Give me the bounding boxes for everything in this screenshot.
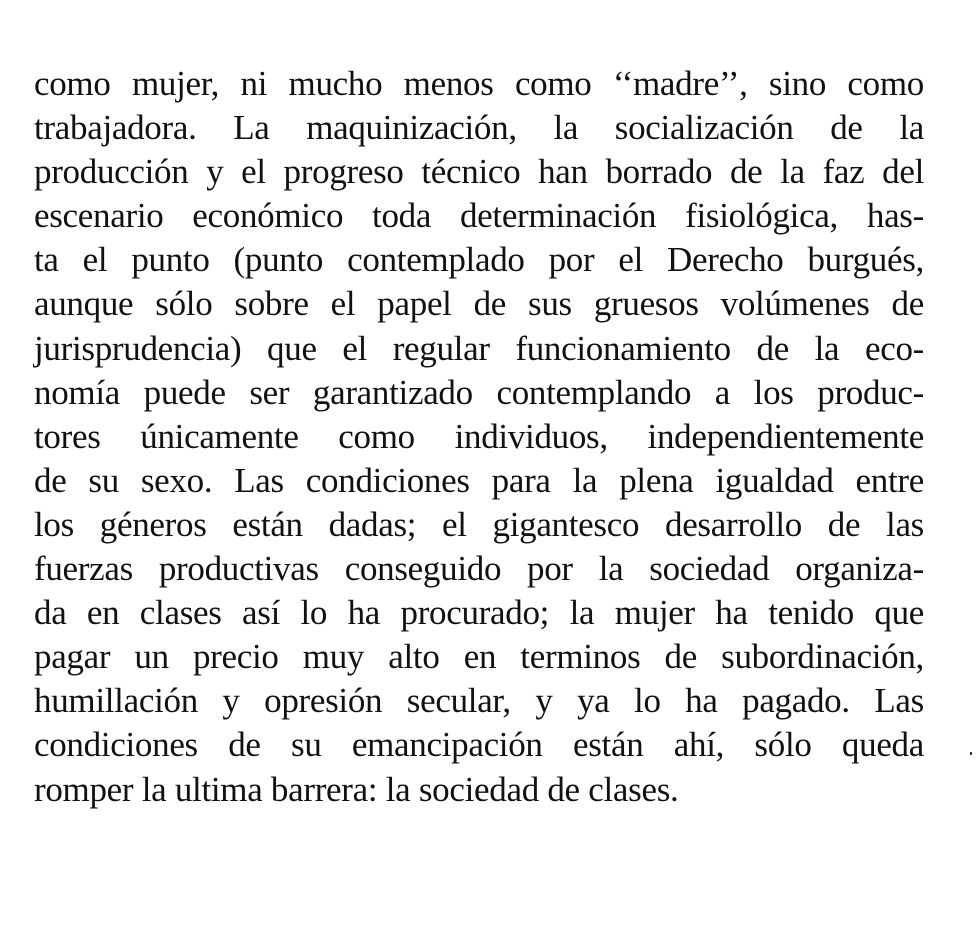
text-line: trabajadora. La maquinización, la socialización de la: [34, 108, 924, 148]
text-line: pagar un precio muy alto en terminos de subordinación,: [34, 637, 924, 677]
scan-speck: [970, 752, 972, 755]
text-line: aunque sólo sobre el papel de sus gruesos volúmenes de: [34, 284, 924, 324]
paragraph: [34, 62, 924, 812]
text-line: escenario económico toda determinación fisiológica, has-: [34, 196, 924, 236]
text-line: de su sexo. Las condiciones para la plena igualdad entre: [34, 460, 924, 500]
text-line-last: romper la ultima barrera: la sociedad de clases.: [34, 769, 679, 809]
text-line: tores únicamente como individuos, independientemente: [34, 416, 924, 456]
text-line: fuerzas productivas conseguido por la sociedad organiza-: [34, 549, 924, 589]
text-line: condiciones de su emancipación están ahí, sólo queda: [34, 725, 924, 765]
text-line: producción y el progreso técnico han borrado de la faz del: [34, 152, 924, 192]
text-line: da en clases así lo ha procurado; la mujer ha tenido que: [34, 593, 924, 633]
text-line: jurisprudencia) que el regular funcionamiento de la eco-: [34, 328, 924, 368]
text-line: humillación y opresión secular, y ya lo ha pagado. Las: [34, 681, 924, 721]
text-line: ta el punto (punto contemplado por el Derecho burgués,: [34, 240, 924, 280]
text-line: como mujer, ni mucho menos como ‘‘madre’’, sino como: [34, 64, 924, 103]
text-line: nomía puede ser garantizado contemplando a los produc-: [34, 372, 924, 412]
text-line: los géneros están dadas; el gigantesco desarrollo de las: [34, 504, 924, 544]
